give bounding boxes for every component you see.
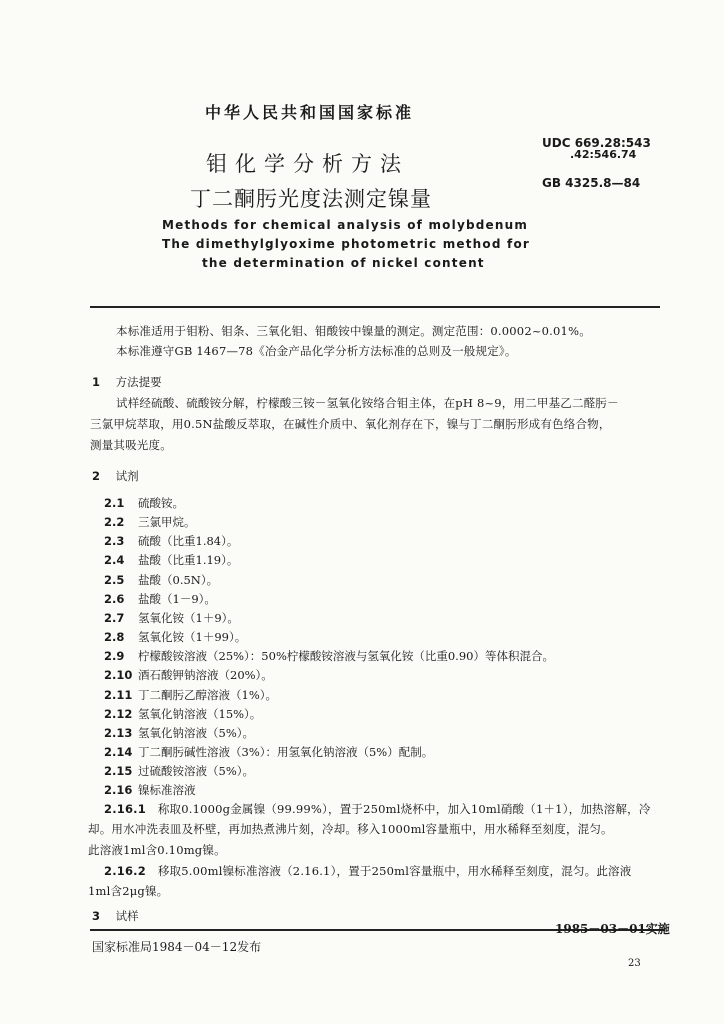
reagent-number: 2.7 — [104, 610, 125, 625]
reagent-text: 三氯甲烷。 — [138, 515, 196, 530]
reagent-text: 硫酸（比重1.84）。 — [138, 534, 239, 549]
reagent-item — [104, 779, 196, 798]
reagent-number: 2.1 — [104, 496, 125, 510]
subitem-2-16-2-line-1 — [104, 863, 631, 879]
reagent-text: 镍标准溶液 — [138, 783, 196, 798]
reagent-item — [104, 549, 238, 568]
scope-paragraph: 本标准适用于钼粉、钼条、三氧化钼、钼酸铵中镍量的测定。测定范围：0.0002~0.01%。 — [116, 324, 591, 338]
subitem-text: 称取0.1000g金属镍（99.99%），置于250ml烧杯中，加入10ml硝酸（1＋1），加热溶解，冷 — [157, 802, 651, 816]
reagent-item — [104, 511, 196, 530]
english-title-line-2: The dimethylglyoxime photometric method for — [162, 237, 531, 251]
reagent-number: 2.8 — [104, 630, 125, 645]
reagent-item — [104, 664, 273, 683]
reagent-number: 2.6 — [104, 591, 125, 606]
header-divider — [90, 306, 660, 308]
reagent-number: 2.3 — [104, 534, 125, 549]
section-1-heading — [92, 374, 162, 390]
reagent-text: 氢氧化钠溶液（15%）。 — [138, 706, 262, 721]
section-title: 试剂 — [115, 469, 139, 483]
subitem-2-16-1-line-3: 此溶液1ml含0.10mg镍。 — [88, 843, 226, 857]
reagent-item — [104, 645, 554, 664]
section-title: 方法提要 — [115, 375, 162, 389]
section-title: 试样 — [115, 909, 139, 923]
subitem-2-16-2-line-2: 1ml含2μg镍。 — [88, 884, 169, 898]
reagent-item — [104, 607, 239, 626]
reagent-number: 2.11 — [104, 687, 133, 702]
reagent-item — [104, 760, 254, 779]
section-2-heading — [92, 468, 139, 484]
reagent-text: 氢氧化铵（1＋9）。 — [138, 610, 239, 625]
reagent-number: 2.9 — [104, 649, 125, 664]
reagent-text: 柠檬酸铵溶液（25%）：50%柠檬酸铵溶液与氢氧化铵（比重0.90）等体积混合。 — [138, 649, 554, 664]
subitem-number: 2.16.2 — [104, 864, 146, 878]
reagent-text: 氢氧化铵（1＋99）。 — [138, 630, 247, 645]
compliance-paragraph: 本标准遵守GB 1467—78《冶金产品化学分析方法标准的总则及一般规定》。 — [116, 344, 517, 358]
page-number: 23 — [628, 958, 641, 969]
reagent-text: 丁二酮肟乙醇溶液（1%）。 — [138, 687, 277, 702]
reagent-item — [104, 684, 277, 703]
document-subtitle: 丁二酮肟光度法测定镍量 — [190, 187, 432, 211]
reagent-number: 2.2 — [104, 515, 125, 530]
reagent-item — [104, 492, 184, 511]
issued-date: 国家标准局1984－04－12发布 — [92, 940, 262, 954]
reagent-text: 盐酸（0.5N）。 — [138, 572, 219, 587]
reagent-number: 2.15 — [104, 764, 133, 779]
reagent-item — [104, 588, 216, 607]
standard-country-label: 中华人民共和国国家标准 — [205, 103, 415, 122]
subitem-number: 2.16.1 — [104, 802, 146, 816]
reagent-text: 盐酸（1－9）。 — [138, 591, 216, 606]
reagent-number: 2.14 — [104, 744, 133, 759]
english-title-line-1: Methods for chemical analysis of molybdenum — [162, 218, 529, 232]
section-number: 2 — [92, 469, 101, 483]
reagent-number: 2.10 — [104, 668, 133, 683]
reagent-text: 氢氧化钠溶液（5%）。 — [138, 725, 254, 740]
reagent-number: 2.12 — [104, 706, 133, 721]
reagent-number: 2.4 — [104, 553, 125, 568]
subitem-text: 移取5.00ml镍标准溶液（2.16.1），置于250ml容量瓶中，用水稀释至刻度，混匀。此溶液 — [157, 864, 632, 878]
udc-code-continued: .42:546.74 — [570, 148, 637, 161]
gb-standard-code: GB 4325.8—84 — [542, 176, 641, 190]
subitem-2-16-1-line-1 — [104, 801, 651, 817]
section-3-heading — [92, 908, 139, 924]
reagent-number: 2.5 — [104, 572, 125, 587]
reagent-item — [104, 741, 433, 760]
section-number: 3 — [92, 909, 101, 923]
reagent-item — [104, 626, 246, 645]
method-summary-line-1: 试样经硫酸、硫酸铵分解，柠檬酸三铵－氢氧化铵络合钼主体，在pH 8~9，用二甲基乙二醛肟－ — [116, 396, 619, 410]
subitem-2-16-1-line-2: 却。用水冲洗表皿及杯壁，再加热煮沸片刻，冷却。移入1000ml容量瓶中，用水稀释至刻度，混匀。 — [88, 822, 613, 836]
reagent-text: 过硫酸铵溶液（5%）。 — [138, 764, 254, 779]
reagent-text: 盐酸（比重1.19）。 — [138, 553, 239, 568]
reagent-number: 2.13 — [104, 725, 133, 740]
udc-code: UDC 669.28:543 — [542, 136, 651, 150]
method-summary-line-2: 三氯甲烷萃取，用0.5N盐酸反萃取，在碱性介质中、氧化剂存在下，镍与丁二酮肟形成有色络合物， — [90, 417, 611, 431]
reagent-item — [104, 569, 218, 588]
effective-date: 1985－03－01实施 — [555, 922, 670, 936]
reagent-number: 2.16 — [104, 783, 133, 798]
reagent-item — [104, 530, 238, 549]
reagent-item — [104, 722, 254, 741]
reagent-item — [104, 703, 261, 722]
method-summary-line-3: 测量其吸光度。 — [90, 438, 172, 452]
document-title: 钼化学分析方法 — [206, 152, 409, 176]
english-title-line-3: the determination of nickel content — [202, 256, 485, 270]
section-number: 1 — [92, 375, 101, 389]
reagent-text: 酒石酸钾钠溶液（20%）。 — [138, 668, 273, 683]
reagent-text: 丁二酮肟碱性溶液（3%）：用氢氧化钠溶液（5%）配制。 — [138, 744, 434, 759]
reagent-text: 硫酸铵。 — [138, 496, 184, 510]
